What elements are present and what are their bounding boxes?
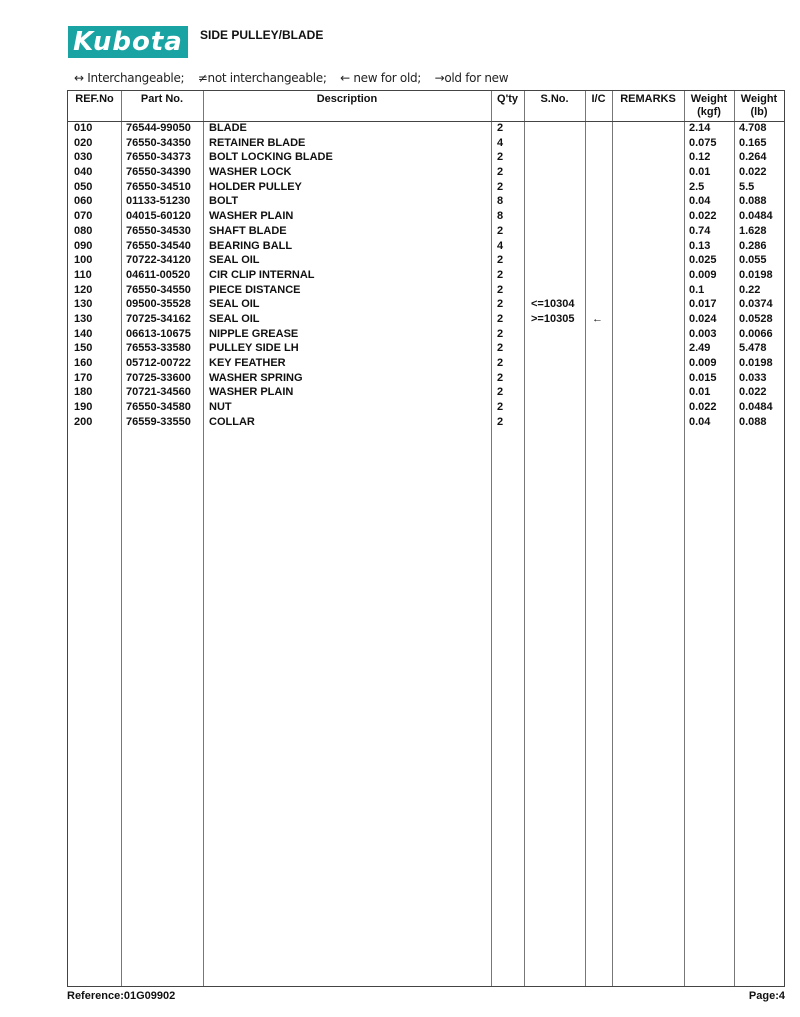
cell-description: RETAINER BLADE xyxy=(209,136,306,149)
cell-part-no: 76550-34350 xyxy=(126,136,191,149)
cell-weight-kgf: 0.003 xyxy=(689,327,717,340)
cell-ref: 070 xyxy=(74,210,93,223)
table-row xyxy=(68,253,784,268)
cell-description: SEAL OIL xyxy=(209,298,260,311)
cell-description: SEAL OIL xyxy=(209,254,260,267)
cell-weight-lb: 0.0198 xyxy=(739,268,773,281)
cell-qty: 2 xyxy=(497,268,504,281)
cell-description: WASHER PLAIN xyxy=(209,210,294,223)
cell-description: CIR CLIP INTERNAL xyxy=(209,268,315,281)
cell-part-no: 70721-34560 xyxy=(126,386,191,399)
cell-qty: 2 xyxy=(497,327,504,340)
cell-qty: 2 xyxy=(497,298,504,311)
cell-weight-lb: 0.0528 xyxy=(739,312,773,325)
page-number: Page:4 xyxy=(748,990,785,1002)
parts-table xyxy=(67,90,785,987)
cell-ref: 130 xyxy=(74,312,93,325)
cell-description: WASHER PLAIN xyxy=(209,386,294,399)
cell-weight-lb: 5.478 xyxy=(739,342,767,355)
cell-part-no: 76550-34540 xyxy=(126,239,191,252)
cell-description: KEY FEATHER xyxy=(209,357,286,369)
interchangeability-legend xyxy=(74,71,518,85)
table-row xyxy=(68,165,784,180)
cell-weight-kgf: 0.04 xyxy=(689,195,711,208)
cell-weight-kgf: 0.12 xyxy=(689,151,711,164)
cell-weight-kgf: 0.022 xyxy=(689,401,717,414)
cell-part-no: 04611-00520 xyxy=(126,268,191,281)
table-row xyxy=(68,121,784,136)
cell-part-no: 76550-34530 xyxy=(126,224,191,237)
cell-qty: 2 xyxy=(497,122,504,134)
header-sno: S.No. xyxy=(540,93,569,105)
cell-description: BOLT LOCKING BLADE xyxy=(209,151,333,164)
table-row xyxy=(68,400,784,415)
cell-part-no: 76550-34580 xyxy=(126,401,191,414)
cell-weight-lb: 0.022 xyxy=(739,386,767,399)
cell-weight-lb: 0.0198 xyxy=(739,357,773,369)
table-row xyxy=(68,136,784,151)
table-row xyxy=(68,224,784,239)
cell-weight-kgf: 0.024 xyxy=(689,312,717,325)
cell-description: BOLT xyxy=(209,195,239,208)
cell-description: SEAL OIL xyxy=(209,312,260,325)
table-row xyxy=(68,312,784,327)
cell-ref: 150 xyxy=(74,342,93,355)
reference-number: Reference:01G09902 xyxy=(67,990,176,1002)
header-weight-kgf xyxy=(684,93,734,119)
cell-weight-lb: 5.5 xyxy=(739,180,755,193)
cell-part-no: 70725-34162 xyxy=(126,312,191,325)
cell-part-no: 76550-34510 xyxy=(126,180,191,193)
cell-weight-lb: 0.033 xyxy=(739,371,767,384)
cell-weight-lb: 0.022 xyxy=(739,166,767,179)
cell-qty: 4 xyxy=(497,136,504,149)
header-weight-lb xyxy=(734,93,784,119)
cell-weight-kgf: 0.1 xyxy=(689,283,705,296)
table-row xyxy=(68,180,784,195)
cell-qty: 2 xyxy=(497,151,504,164)
cell-ref: 140 xyxy=(74,327,93,340)
cell-ref: 200 xyxy=(74,415,93,428)
cell-description: BLADE xyxy=(209,122,247,134)
cell-qty: 2 xyxy=(497,254,504,267)
cell-weight-kgf: 0.017 xyxy=(689,298,717,311)
cell-part-no: 76550-34550 xyxy=(126,283,191,296)
table-row xyxy=(68,371,784,386)
cell-qty: 2 xyxy=(497,415,504,428)
cell-qty: 2 xyxy=(497,312,504,325)
header-ref: REF.No xyxy=(75,93,114,105)
cell-weight-lb: 0.0484 xyxy=(739,210,773,223)
table-row xyxy=(68,297,784,312)
cell-part-no: 05712-00722 xyxy=(126,357,191,369)
table-row xyxy=(68,341,784,356)
cell-part-no: 76550-34373 xyxy=(126,151,191,164)
table-body xyxy=(68,121,784,429)
cell-qty: 8 xyxy=(497,210,504,223)
cell-description: WASHER LOCK xyxy=(209,166,292,179)
cell-weight-lb: 0.088 xyxy=(739,415,767,428)
cell-description: HOLDER PULLEY xyxy=(209,180,302,193)
cell-weight-lb: 0.22 xyxy=(739,283,761,296)
cell-sno: >=10305 xyxy=(531,312,575,325)
kubota-logo: Kubota xyxy=(68,26,188,58)
cell-part-no: 70722-34120 xyxy=(126,254,191,267)
cell-ref: 080 xyxy=(74,224,93,237)
cell-sno: <=10304 xyxy=(531,298,575,311)
cell-qty: 2 xyxy=(497,357,504,369)
cell-qty: 2 xyxy=(497,180,504,193)
cell-ref: 100 xyxy=(74,254,93,267)
table-row xyxy=(68,385,784,400)
header-ic: I/C xyxy=(591,93,606,105)
cell-ref: 030 xyxy=(74,151,93,164)
header-description: Description xyxy=(316,93,378,105)
cell-part-no: 70725-33600 xyxy=(126,371,191,384)
legend-not-interchangeable: ≠not interchangeable; xyxy=(197,71,327,85)
header-qty: Q'ty xyxy=(497,93,518,105)
cell-qty: 2 xyxy=(497,224,504,237)
cell-weight-lb: 0.0066 xyxy=(739,327,773,340)
cell-weight-lb: 0.165 xyxy=(739,136,767,149)
header-weight-kgf-line2: (kgf) xyxy=(697,106,721,118)
table-row xyxy=(68,150,784,165)
cell-part-no: 04015-60120 xyxy=(126,210,191,223)
cell-weight-kgf: 2.49 xyxy=(689,342,711,355)
cell-weight-kgf: 0.025 xyxy=(689,254,717,267)
cell-qty: 2 xyxy=(497,342,504,355)
page-title: SIDE PULLEY/BLADE xyxy=(200,28,324,42)
cell-ref: 040 xyxy=(74,166,93,179)
cell-qty: 2 xyxy=(497,386,504,399)
cell-weight-lb: 1.628 xyxy=(739,224,767,237)
cell-qty: 2 xyxy=(497,371,504,384)
cell-ref: 190 xyxy=(74,401,93,414)
cell-description: PIECE DISTANCE xyxy=(209,283,301,296)
table-row xyxy=(68,415,784,430)
cell-description: COLLAR xyxy=(209,415,255,428)
cell-weight-lb: 0.0484 xyxy=(739,401,773,414)
cell-weight-kgf: 0.04 xyxy=(689,415,711,428)
cell-weight-lb: 0.055 xyxy=(739,254,767,267)
cell-weight-kgf: 0.022 xyxy=(689,210,717,223)
table-row xyxy=(68,268,784,283)
cell-weight-kgf: 0.13 xyxy=(689,239,711,252)
cell-qty: 4 xyxy=(497,239,504,252)
cell-ref: 120 xyxy=(74,283,93,296)
cell-ref: 180 xyxy=(74,386,93,399)
cell-ref: 130 xyxy=(74,298,93,311)
cell-description: SHAFT BLADE xyxy=(209,224,287,237)
cell-weight-kgf: 0.74 xyxy=(689,224,711,237)
cell-ic: ← xyxy=(592,312,603,325)
cell-weight-kgf: 0.015 xyxy=(689,371,717,384)
cell-ref: 170 xyxy=(74,371,93,384)
header-weight-kgf-line1: Weight xyxy=(690,93,728,105)
cell-description: NUT xyxy=(209,401,232,414)
cell-weight-kgf: 2.14 xyxy=(689,122,711,134)
header-weight-lb-line2: (lb) xyxy=(750,106,768,118)
cell-weight-lb: 0.0374 xyxy=(739,298,773,311)
table-row xyxy=(68,239,784,254)
cell-weight-kgf: 0.009 xyxy=(689,268,717,281)
cell-part-no: 76559-33550 xyxy=(126,415,191,428)
table-row xyxy=(68,356,784,371)
cell-part-no: 76544-99050 xyxy=(126,122,191,134)
header-weight-lb-line1: Weight xyxy=(740,93,778,105)
table-row xyxy=(68,283,784,298)
cell-qty: 2 xyxy=(497,401,504,414)
cell-qty: 2 xyxy=(497,166,504,179)
cell-weight-lb: 0.088 xyxy=(739,195,767,208)
cell-ref: 050 xyxy=(74,180,93,193)
cell-part-no: 06613-10675 xyxy=(126,327,191,340)
cell-part-no: 09500-35528 xyxy=(126,298,191,311)
cell-ref: 090 xyxy=(74,239,93,252)
table-row xyxy=(68,209,784,224)
cell-ref: 010 xyxy=(74,122,93,134)
cell-weight-kgf: 0.01 xyxy=(689,166,711,179)
table-row xyxy=(68,327,784,342)
cell-part-no: 01133-51230 xyxy=(126,195,191,208)
cell-ref: 020 xyxy=(74,136,93,149)
cell-part-no: 76553-33580 xyxy=(126,342,191,355)
cell-weight-lb: 0.286 xyxy=(739,239,767,252)
cell-weight-kgf: 0.01 xyxy=(689,386,711,399)
header-remarks: REMARKS xyxy=(620,93,676,105)
legend-new-for-old: ← new for old; xyxy=(340,71,422,85)
cell-description: PULLEY SIDE LH xyxy=(209,342,299,355)
cell-weight-kgf: 2.5 xyxy=(689,180,705,193)
cell-weight-lb: 0.264 xyxy=(739,151,767,164)
cell-description: WASHER SPRING xyxy=(209,371,303,384)
table-row xyxy=(68,194,784,209)
cell-ref: 160 xyxy=(74,357,93,369)
cell-weight-lb: 4.708 xyxy=(739,122,767,134)
cell-part-no: 76550-34390 xyxy=(126,166,191,179)
cell-weight-kgf: 0.075 xyxy=(689,136,717,149)
cell-weight-kgf: 0.009 xyxy=(689,357,717,369)
cell-qty: 2 xyxy=(497,283,504,296)
legend-old-for-new: →old for new xyxy=(434,71,509,85)
cell-qty: 8 xyxy=(497,195,504,208)
cell-description: NIPPLE GREASE xyxy=(209,327,299,340)
legend-interchangeable: ↔ Interchangeable; xyxy=(74,71,185,85)
header-part-no: Part No. xyxy=(140,93,184,105)
cell-ref: 060 xyxy=(74,195,93,208)
cell-description: BEARING BALL xyxy=(209,239,293,252)
cell-ref: 110 xyxy=(74,268,92,281)
